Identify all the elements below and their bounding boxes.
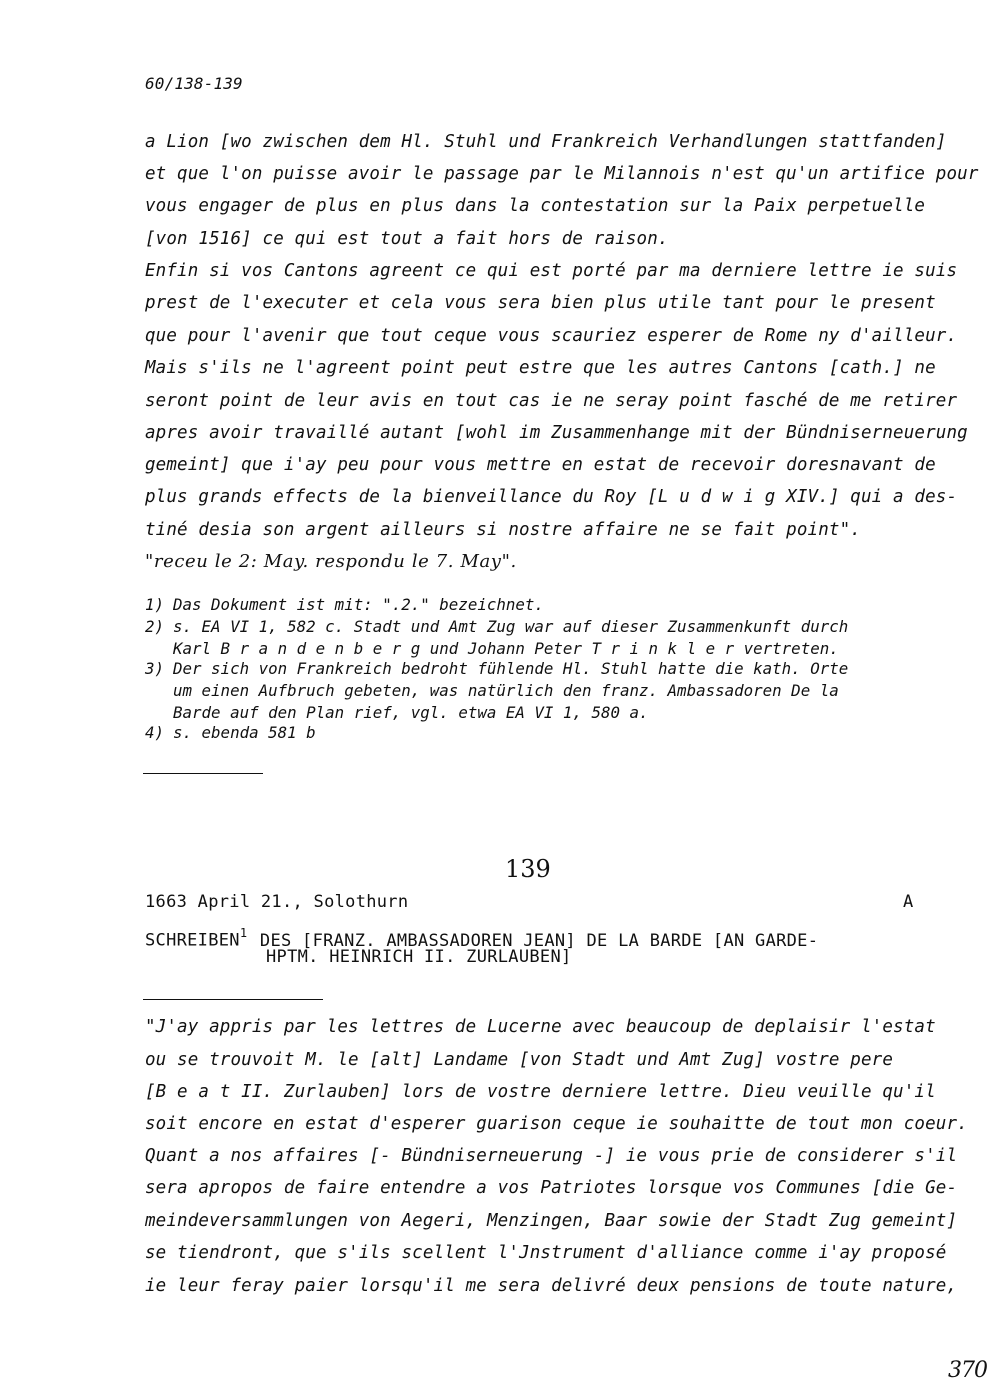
text-line: prest de l'executer et cela vous sera bien plus utile tant pour le present xyxy=(145,293,936,313)
text-line: meindeversammlungen von Aegeri, Menzingen, Baar sowie der Stadt Zug gemeint] xyxy=(145,1211,958,1231)
footnote-text: s. ebenda 581 b xyxy=(173,723,316,742)
document-date-place: 1663 April 21., Solothurn xyxy=(145,892,409,912)
footnote-text: Barde auf den Plan rief, vgl. etwa EA VI 1, 580 a. xyxy=(173,703,649,722)
text-line: Quant a nos affaires [- Bündniserneuerung -] ie vous prie de considerer s'il xyxy=(145,1146,958,1166)
text-line: a Lion [wo zwischen dem Hl. Stuhl und Frankreich Verhandlungen stattfanden] xyxy=(145,132,947,152)
text-line: ie leur feray paier lorsqu'il me sera delivré deux pensions de toute nature, xyxy=(145,1276,958,1296)
text-line: que pour l'avenir que tout ceque vous scauriez esperer de Rome ny d'ailleur. xyxy=(145,326,958,346)
footnote-text: s. EA VI 1, 582 c. Stadt und Amt Zug war auf dieser Zusammenkunft durch xyxy=(173,617,849,636)
text-line: sera apropos de faire entendre a vos Patriotes lorsque vos Communes [die Ge- xyxy=(145,1178,958,1198)
text-line: [von 1516] ce qui est tout a fait hors de raison. xyxy=(145,229,669,249)
footnote-text: um einen Aufbruch gebeten, was natürlich den franz. Ambassadoren De la xyxy=(173,681,839,700)
text-line: vous engager de plus en plus dans la contestation sur la Paix perpetuelle xyxy=(145,196,926,216)
footnote-number: 2) xyxy=(145,617,165,636)
document-number: 139 xyxy=(505,855,551,883)
document-heading-continued: HPTM. HEINRICH II. ZURLAUBEN] xyxy=(266,947,572,967)
heading-label: SCHREIBEN xyxy=(145,930,240,951)
text-line: "J'ay appris par les lettres de Lucerne avec beaucoup de deplaisir l'estat xyxy=(145,1017,936,1037)
footnote-number: 4) xyxy=(145,723,165,742)
separator-rule xyxy=(143,773,263,774)
text-line: seront point de leur avis en tout cas ie ne seray point fasché de me retirer xyxy=(145,391,958,411)
separator-rule xyxy=(143,999,323,1000)
page-reference: 60/138-139 xyxy=(145,74,243,93)
text-line: [B e a t II. Zurlauben] lors de vostre derniere lettre. Dieu veuille qu'il xyxy=(145,1082,936,1102)
heading-text: DES [FRANZ. AMBASSADOREN JEAN] DE LA BARDE [AN GARDE- xyxy=(259,930,819,951)
footnote-number: 1) xyxy=(145,595,165,614)
footnote-text: Der sich von Frankreich bedroht fühlende Hl. Stuhl hatte die kath. Orte xyxy=(173,659,849,678)
text-line: et que l'on puisse avoir le passage par le Milannois n'est qu'un artifice pour xyxy=(145,164,979,184)
text-line: se tiendront, que s'ils scellent l'Jnstrument d'alliance comme i'ay proposé xyxy=(145,1243,947,1263)
footnote-text: Das Dokument ist mit: ".2." bezeichnet. xyxy=(173,595,544,614)
text-line: soit encore en estat d'esperer guarison ceque ie souhaitte de tout mon coeur. xyxy=(145,1114,968,1134)
text-line: plus grands effects de la bienveillance du Roy [L u d w i g XIV.] qui a des- xyxy=(145,487,958,507)
received-note: "receu le 2: May. respondu le 7. May". xyxy=(145,551,517,572)
text-line: ou se trouvoit M. le [alt] Landame [von Stadt und Amt Zug] vostre pere xyxy=(145,1050,894,1070)
text-line: tiné desia son argent ailleurs si nostre affaire ne se fait point". xyxy=(145,520,861,540)
handwritten-page-number: 370 xyxy=(948,1358,987,1383)
text-line: apres avoir travaillé autant [wohl im Zusammenhange mit der Bündniserneuerung xyxy=(145,423,968,443)
text-line: gemeint] que i'ay peu pour vous mettre en estat de recevoir doresnavant de xyxy=(145,455,936,475)
footnote-text: Karl B r a n d e n b e r g und Johann Peter T r i n k l e r vertreten. xyxy=(173,639,839,658)
document-type-marker: A xyxy=(903,892,914,912)
heading-footnote-marker: 1 xyxy=(239,926,248,940)
footnote-number: 3) xyxy=(145,659,165,678)
text-line: Enfin si vos Cantons agreent ce qui est porté par ma derniere lettre ie suis xyxy=(145,261,958,281)
text-line: Mais s'ils ne l'agreent point peut estre que les autres Cantons [cath.] ne xyxy=(145,358,936,378)
